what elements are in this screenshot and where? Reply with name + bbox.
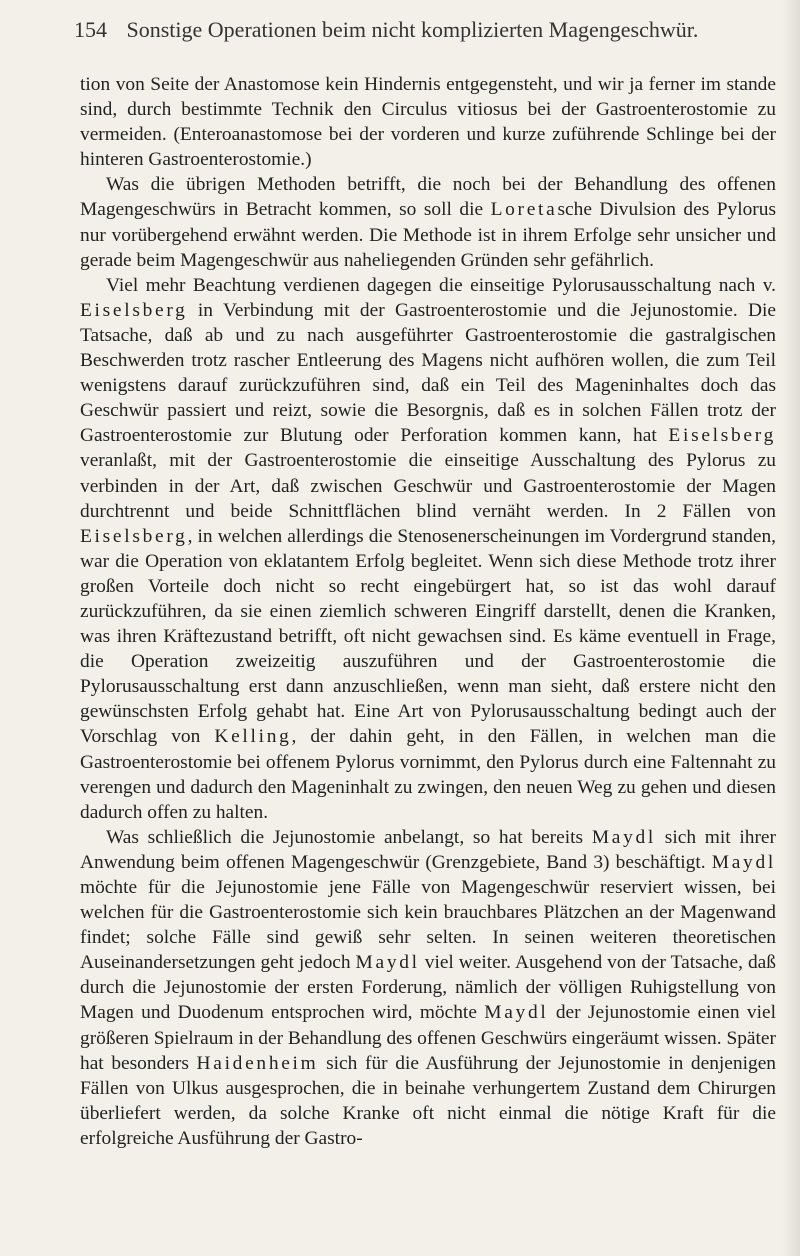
text-run: möchte für die Jejunostomie jene Fälle von Magengeschwür reserviert wissen, bei welchen für die Gastroenterostomie sich kein brauchbares Plätzchen an der Magenwand findet; solche Fälle sind gewiß sehr selten. In seinen weiteren theoretischen Auseinandersetzungen geht jedoch	[80, 877, 776, 974]
spaced-name: Maydl	[711, 851, 776, 873]
spaced-name: Maydl	[355, 952, 420, 974]
spaced-name: Eiselsberg	[80, 525, 188, 547]
text-run: viel weiter. Ausgehend von der Tatsache, daß durch die Jejunostomie der ersten Forderung, nämlich der völligen Ruhigstellung von Magen und Duodenum entsprochen wird, möchte	[80, 952, 776, 1024]
text-run: tion von Seite der Anastomose kein Hindernis entgegensteht, und wir ja ferner im stande sind, durch bestimmte Technik den Circulus vitiosus bei der Gastroenterostomie zu vermeiden. (Enteroanastomose bei der vorderen und kurze zuführende Schlinge bei der hinteren Gastroenterostomie.)	[80, 74, 776, 171]
running-title: Sonstige Operationen beim nicht komplizierten Magengeschwür.	[126, 17, 699, 42]
spaced-name: Maydl	[591, 826, 657, 848]
paragraph	[80, 172, 776, 272]
text-run: veranlaßt, mit der Gastroenterostomie die einseitige Ausschaltung des Pylorus zu verbinden in der Art, daß zwischen Geschwür und Gastroenterostomie der Magen durchtrennt und beide Schnittflächen blind vernäht werden. In 2 Fällen von	[80, 450, 776, 522]
text-run: in Verbindung mit der Gastroenterostomie und die Jejunostomie. Die Tatsache, daß ab und zu nach ausgeführter Gastroenterostomie die gastralgischen Beschwerden trotz rascher Entleerung des Magens nicht aufhören wollen, die zum Teil wenigstens darauf zurückzuführen sind, daß ein Teil des Mageninhaltes doch das Geschwür passiert und reizt, sowie die Besorgnis, daß es in solchen Fällen trotz der Gastroenterostomie zur Blutung oder Perforation kommen kann, hat	[80, 299, 776, 447]
page-number: 154	[74, 17, 107, 42]
spaced-name: Loreta	[490, 199, 558, 221]
page-edge-shadow	[782, 0, 800, 1256]
text-run: Viel mehr Beachtung verdienen dagegen die einseitige Pylorusausschaltung nach v.	[106, 274, 776, 296]
spaced-name: Eiselsberg	[80, 299, 188, 321]
text-run: sich mit ihrer Anwendung beim offenen Magengeschwür (Grenzgebiete, Band 3) beschäftigt.	[80, 826, 776, 873]
spaced-name: Eiselsberg	[668, 425, 776, 447]
text-run: , in welchen allerdings die Stenosenerscheinungen im Vordergrund standen, war die Operation von eklatantem Erfolg begleitet. Wenn sich diese Methode trotz ihrer großen Vorteile doch nicht so recht eingebürgert hat, so ist das wohl darauf zurückzuführen, da sie einen ziemlich schweren Eingriff darstellt, denen die Kranken, was ihren Kräftezustand betrifft, oft nicht gewachsen sind. Es käme eventuell in Frage, die Operation zweizeitig auszuführen und der Gastroenterostomie die Pylorusausschaltung erst dann anzuschließen, wenn man sieht, daß erstere nicht den gewünschsten Erfolg gehabt hat. Eine Art von Pylorusausschaltung bedingt auch der Vorschlag von	[80, 525, 776, 748]
paragraph	[80, 273, 776, 825]
spaced-name: Maydl	[484, 1002, 549, 1024]
text-run: der Jejunostomie einen viel größeren Spielraum in der Behandlung des offenen Geschwürs eingeräumt wissen. Später hat besonders	[80, 1002, 776, 1074]
text-run: sche Divulsion des Pylorus nur vorübergehend erwähnt werden. Die Methode ist in ihrem Erfolge sehr unsicher und gerade beim Magengeschwür aus naheliegenden Gründen sehr gefährlich.	[80, 199, 776, 271]
body-text	[80, 72, 776, 1151]
text-run: Was die übrigen Methoden betrifft, die noch bei der Behandlung des offenen Magengeschwürs in Betracht kommen, so soll die	[80, 174, 776, 221]
spaced-name: Kelling	[214, 726, 292, 748]
paragraph	[80, 72, 776, 172]
text-run: sich für die Ausführung der Jejunostomie in denjenigen Fällen von Ulkus ausgesprochen, die in beinahe verhungertem Zustand dem Chirurgen überliefert werden, da solche Kranke oft nicht einmal die nötige Kraft für die erfolgreiche Ausführung der Gastro-	[80, 1052, 776, 1149]
running-header	[74, 16, 774, 44]
paragraph	[80, 825, 776, 1151]
spaced-name: Haidenheim	[196, 1052, 319, 1074]
text-run: , der dahin geht, in den Fällen, in welchen man die Gastroenterostomie bei offenem Pylorus vornimmt, den Pylorus durch eine Faltennaht zu verengen und dadurch den Mageninhalt zu zwingen, den neuen Weg zu gehen und diesen dadurch offen zu halten.	[80, 726, 776, 823]
text-run: Was schließlich die Jejunostomie anbelangt, so hat bereits	[106, 826, 592, 848]
